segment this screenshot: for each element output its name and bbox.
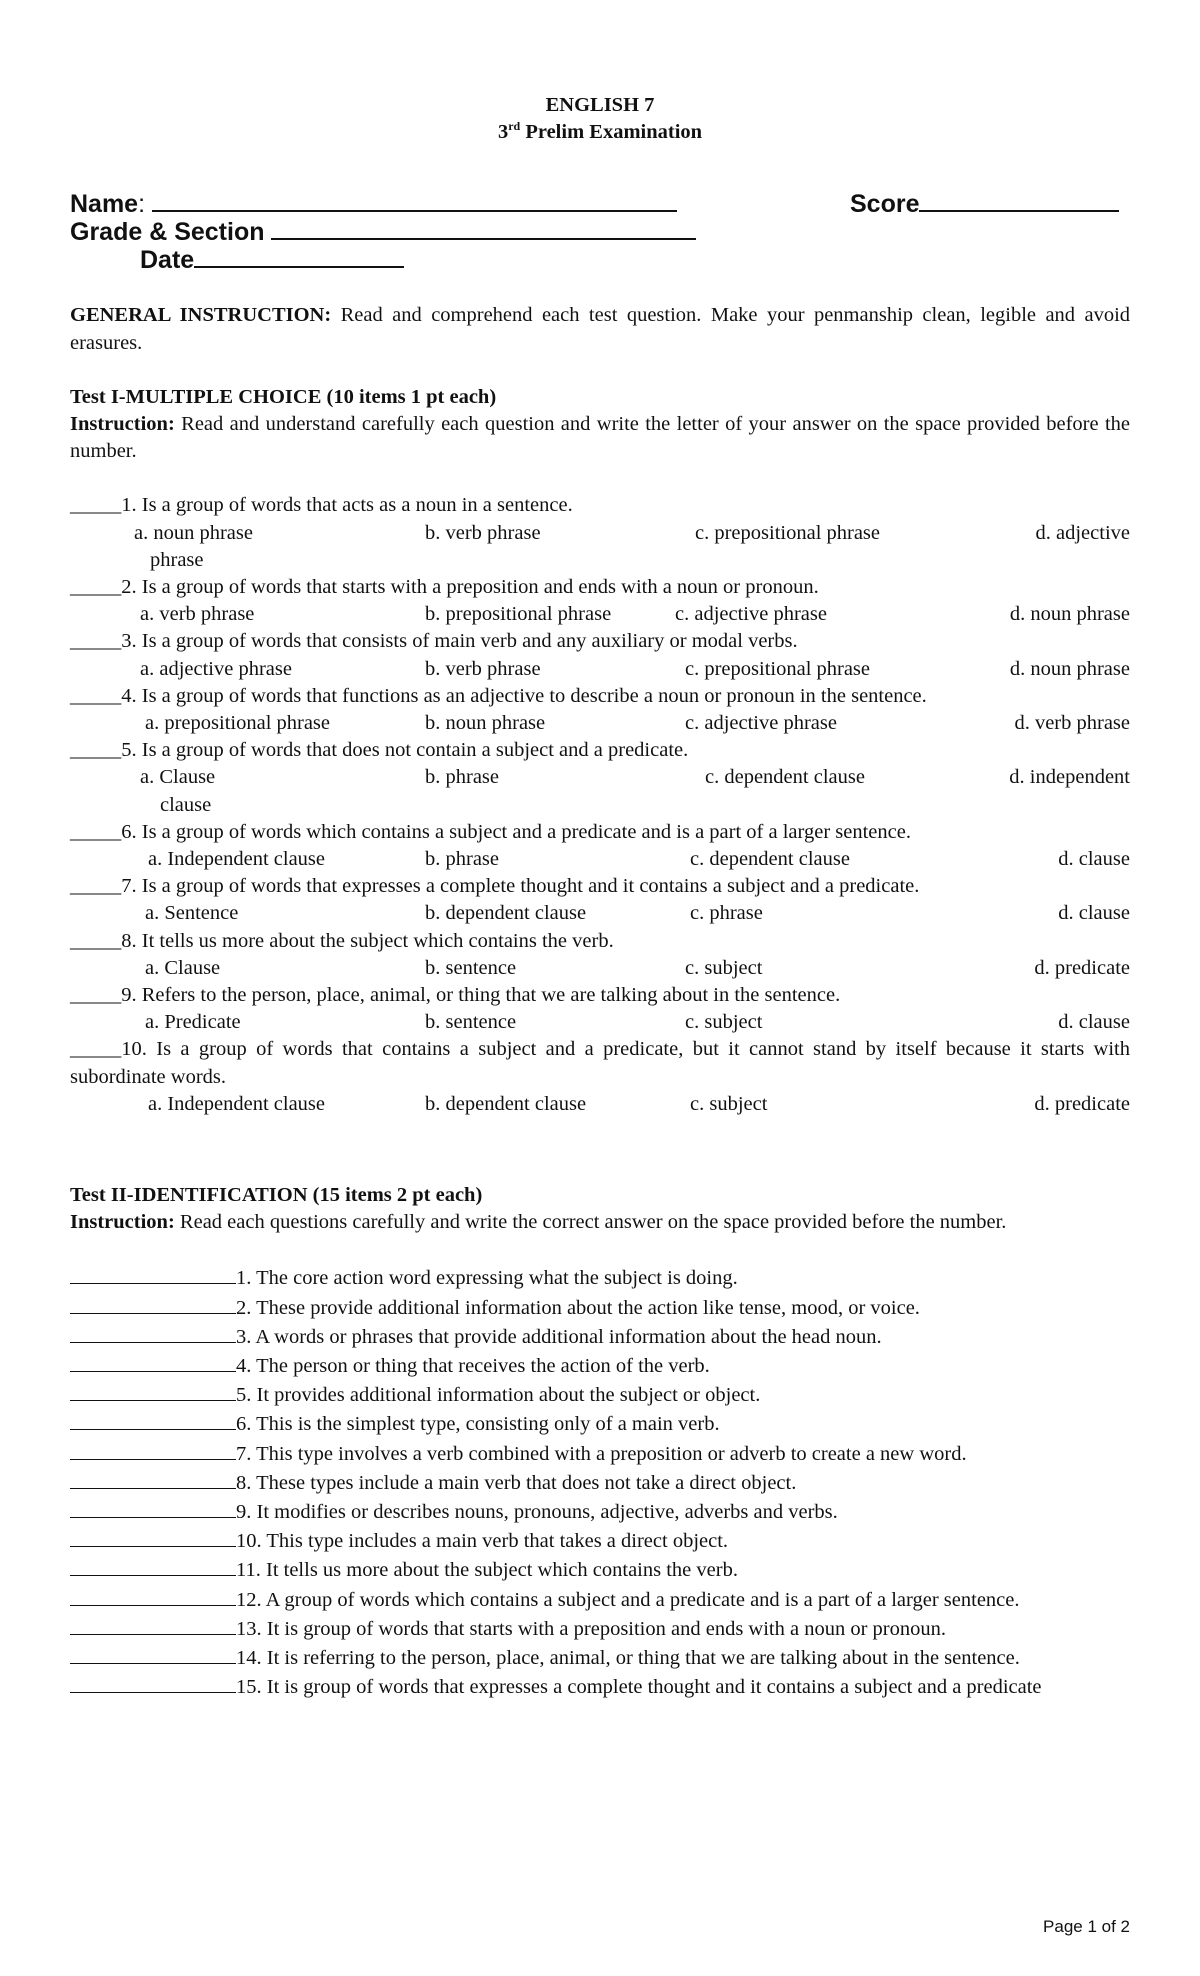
name-colon: :: [138, 190, 146, 219]
choice-c: c. subject: [685, 956, 763, 979]
choice-wrap-continuation: clause: [160, 793, 212, 816]
answer-blank[interactable]: _____: [70, 1038, 122, 1061]
choice-b: b. verb phrase: [425, 657, 541, 680]
exam-title: [70, 119, 1130, 146]
spacer: [70, 1236, 1130, 1263]
answer-blank[interactable]: _____: [70, 875, 122, 898]
identification-item: [70, 1585, 1130, 1614]
identification-text: 8. These types include a main verb that does not take a direct object.: [236, 1471, 797, 1494]
mc-choices: [70, 1091, 1130, 1118]
answer-blank[interactable]: [70, 1322, 236, 1343]
choice-b: b. phrase: [425, 766, 500, 789]
choice-d: d. predicate: [1034, 1092, 1130, 1115]
answer-blank[interactable]: _____: [70, 739, 122, 762]
identification-text: 2. These provide additional information about the action like tense, mood, or voice.: [236, 1296, 920, 1319]
choice-d: d. clause: [1058, 902, 1130, 925]
answer-blank[interactable]: [70, 1555, 236, 1576]
choice-b: b. sentence: [425, 956, 517, 979]
spacer: [70, 465, 1130, 492]
identification-item: [70, 1672, 1130, 1701]
choice-a: a. Clause: [145, 956, 221, 979]
choice-c: c. phrase: [690, 902, 763, 925]
answer-blank[interactable]: [70, 1380, 236, 1401]
name-label: Name: [70, 190, 139, 219]
identification-list: [70, 1263, 1130, 1701]
mc-question: [70, 737, 1130, 764]
identification-item: [70, 1526, 1130, 1555]
choice-d: d. independent: [1009, 766, 1130, 789]
identification-item: [70, 1497, 1130, 1526]
mc-question-text: 9. Refers to the person, place, animal, or thing that we are talking about in the sentence.: [121, 983, 841, 1006]
mc-question: [70, 683, 1130, 710]
mc-choices: [70, 601, 1130, 628]
general-instruction-label: GENERAL INSTRUCTION:: [70, 304, 332, 327]
date-blank[interactable]: [194, 244, 404, 268]
general-instruction-text: Read and comprehend each test question. Make your penmanship clean, legible and avoid erasures.: [70, 304, 1131, 354]
grade-section-field[interactable]: [70, 216, 696, 246]
identification-item: [70, 1351, 1130, 1380]
answer-blank[interactable]: [70, 1526, 236, 1547]
choice-a: a. Independent clause: [148, 847, 326, 870]
choice-b: b. noun phrase: [425, 712, 546, 734]
identification-text: 15. It is group of words that expresses a complete thought and it contains a subject and a predicate: [236, 1676, 1042, 1699]
identification-text: 4. The person or thing that receives the action of the verb.: [236, 1354, 710, 1377]
choice-b: b. verb phrase: [425, 521, 541, 544]
choice-c: c. subject: [685, 1011, 763, 1034]
score-blank[interactable]: [919, 188, 1119, 212]
identification-item: [70, 1409, 1130, 1438]
mc-choices: [70, 955, 1130, 982]
identification-item: [70, 1439, 1130, 1468]
identification-text: 9. It modifies or describes nouns, pronouns, adjective, adverbs and verbs.: [236, 1500, 838, 1523]
spacer: [70, 1118, 1130, 1172]
answer-blank[interactable]: [70, 1468, 236, 1489]
answer-blank[interactable]: [70, 1497, 236, 1518]
identification-item: [70, 1380, 1130, 1409]
identification-text: 12. A group of words which contains a subject and a predicate and is a part of a larger sentence.: [236, 1588, 1020, 1611]
identification-item: [70, 1322, 1130, 1351]
choice-d: d. noun phrase: [1009, 657, 1130, 680]
identification-text: 5. It provides additional information about the subject or object.: [236, 1384, 761, 1407]
choice-a: a. Independent clause: [148, 1092, 326, 1115]
general-instruction: [70, 302, 1130, 356]
answer-blank[interactable]: _____: [70, 929, 122, 952]
answer-blank[interactable]: [70, 1293, 236, 1314]
exam-subject: ENGLISH 7: [545, 94, 655, 116]
choice-d: d. verb phrase: [1014, 712, 1130, 734]
choice-a: a. adjective phrase: [140, 657, 292, 680]
multiple-choice-list: [70, 492, 1130, 1118]
answer-blank[interactable]: _____: [70, 820, 122, 843]
choice-c: c. prepositional phrase: [695, 521, 881, 544]
identification-text: 10. This type includes a main verb that takes a direct object.: [236, 1530, 729, 1553]
answer-blank[interactable]: [70, 1672, 236, 1693]
answer-blank[interactable]: _____: [70, 494, 122, 517]
exam-ordinal: 3: [497, 121, 509, 144]
test1-title: Test I-MULTIPLE CHOICE (10 items 1 pt each): [70, 385, 497, 408]
choice-a: a. Sentence: [145, 902, 239, 925]
choice-a: a. verb phrase: [140, 603, 255, 626]
choice-d: d. predicate: [1034, 956, 1130, 979]
name-field[interactable]: [70, 188, 677, 218]
choice-a: a. noun phrase: [134, 521, 253, 544]
identification-text: 3. A words or phrases that provide additional information about the head noun.: [236, 1325, 882, 1348]
identification-text: 6. This is the simplest type, consisting only of a main verb.: [236, 1413, 720, 1436]
choice-a: a. Predicate: [145, 1011, 241, 1034]
identification-text: 11. It tells us more about the subject which contains the verb.: [236, 1559, 738, 1582]
test1-instruction: [70, 411, 1130, 465]
test1-instruction-text: Read and understand carefully each question and write the letter of your answer on the space provided before the number.: [70, 413, 1130, 463]
mc-question-text: 7. Is a group of words that expresses a complete thought and it contains a subject and a predicate.: [121, 875, 920, 898]
mc-choices: [70, 764, 1130, 818]
mc-question-text: 5. Is a group of words that does not contain a subject and a predicate.: [121, 739, 689, 762]
mc-question: [70, 574, 1130, 601]
mc-choices: [70, 1009, 1130, 1036]
mc-question-text: 4. Is a group of words that functions as an adjective to describe a noun or pronoun in the sentence.: [121, 684, 927, 707]
identification-item: [70, 1614, 1130, 1643]
choice-wrap-continuation: phrase: [150, 548, 204, 571]
choice-d: d. clause: [1058, 1011, 1130, 1034]
answer-blank[interactable]: [70, 1409, 236, 1430]
mc-question-text: 6. Is a group of words which contains a subject and a predicate and is a part of a larger sentence.: [121, 820, 911, 843]
date-field[interactable]: [140, 244, 404, 274]
mc-choices: [70, 900, 1130, 927]
name-blank[interactable]: [152, 188, 677, 212]
test2-instruction-label: Instruction:: [70, 1211, 175, 1234]
mc-choices: [70, 520, 1130, 574]
page-number: Page 1 of 2: [1043, 1917, 1130, 1936]
mc-question-text: 2. Is a group of words that starts with a preposition and ends with a noun or pronoun.: [121, 576, 819, 599]
mc-question-text: 3. Is a group of words that consists of main verb and any auxiliary or modal verbs.: [121, 630, 798, 653]
choice-c: c. dependent clause: [705, 766, 865, 789]
mc-choices: [70, 656, 1130, 683]
answer-blank[interactable]: [70, 1643, 236, 1664]
answer-blank[interactable]: _____: [70, 630, 122, 653]
answer-blank[interactable]: [70, 1585, 236, 1606]
identification-item: [70, 1468, 1130, 1497]
mc-question: [70, 873, 1130, 900]
choice-b: b. phrase: [425, 847, 500, 870]
date-label: Date: [140, 246, 195, 275]
mc-question: [70, 982, 1130, 1009]
mc-question-text: 10. Is a group of words that contains a subject and a predicate, but it cannot stand by itself because it starts with subordinate words.: [70, 1038, 1130, 1088]
identification-text: 14. It is referring to the person, place, animal, or thing that we are talking about in the sentence.: [236, 1646, 1020, 1669]
exam-ordinal-suffix: rd: [508, 119, 521, 134]
answer-blank[interactable]: _____: [70, 684, 122, 707]
answer-blank[interactable]: [70, 1263, 236, 1284]
choice-b: b. dependent clause: [425, 1092, 587, 1115]
answer-blank[interactable]: [70, 1439, 236, 1460]
mc-choices: [70, 846, 1130, 873]
test2-instruction-text: Read each questions carefully and write the correct answer on the space provided before the number.: [179, 1211, 1007, 1234]
identification-item: [70, 1263, 1130, 1292]
identification-text: 1. The core action word expressing what the subject is doing.: [236, 1267, 738, 1290]
answer-blank[interactable]: _____: [70, 983, 122, 1006]
exam-page: [70, 92, 1130, 1701]
mc-question: [70, 1036, 1130, 1090]
mc-question: [70, 928, 1130, 955]
answer-blank[interactable]: [70, 1614, 236, 1635]
choice-b: b. dependent clause: [425, 902, 587, 925]
choice-d: d. clause: [1058, 847, 1130, 870]
choice-c: c. dependent clause: [690, 847, 850, 870]
choice-d: d. noun phrase: [1009, 603, 1130, 626]
identification-item: [70, 1555, 1130, 1584]
test2-instruction: [70, 1209, 1130, 1236]
student-info-fields: [70, 188, 1130, 274]
mc-question: [70, 628, 1130, 655]
answer-blank[interactable]: _____: [70, 576, 122, 599]
choice-a: a. prepositional phrase: [145, 712, 331, 734]
mc-question-text: 1. Is a group of words that acts as a noun in a sentence.: [121, 494, 573, 517]
test2-title: Test II-IDENTIFICATION (15 items 2 pt each): [70, 1183, 483, 1206]
choice-c: c. adjective phrase: [675, 603, 827, 626]
score-field[interactable]: [850, 188, 1119, 218]
test1-instruction-label: Instruction:: [70, 413, 175, 436]
choice-b: b. sentence: [425, 1011, 517, 1034]
identification-text: 7. This type involves a verb combined with a preposition or adverb to create a new word.: [236, 1442, 967, 1465]
choice-c: c. adjective phrase: [685, 712, 837, 734]
identification-item: [70, 1643, 1130, 1672]
choice-b: b. prepositional phrase: [425, 603, 612, 626]
mc-question: [70, 492, 1130, 519]
choice-c: c. subject: [690, 1092, 768, 1115]
exam-title-text: Prelim Examination: [525, 121, 703, 144]
grade-blank[interactable]: [271, 216, 696, 240]
choice-d: d. adjective: [1035, 521, 1130, 544]
identification-item: [70, 1293, 1130, 1322]
choice-a: a. Clause: [140, 766, 216, 789]
mc-question: [70, 819, 1130, 846]
choice-c: c. prepositional phrase: [685, 657, 871, 680]
answer-blank[interactable]: [70, 1351, 236, 1372]
score-label: Score: [850, 190, 920, 219]
mc-choices: [70, 710, 1130, 737]
grade-label: Grade & Section: [70, 218, 265, 247]
identification-text: 13. It is group of words that starts with a preposition and ends with a noun or pronoun.: [236, 1617, 947, 1640]
mc-question-text: 8. It tells us more about the subject which contains the verb.: [121, 929, 614, 952]
